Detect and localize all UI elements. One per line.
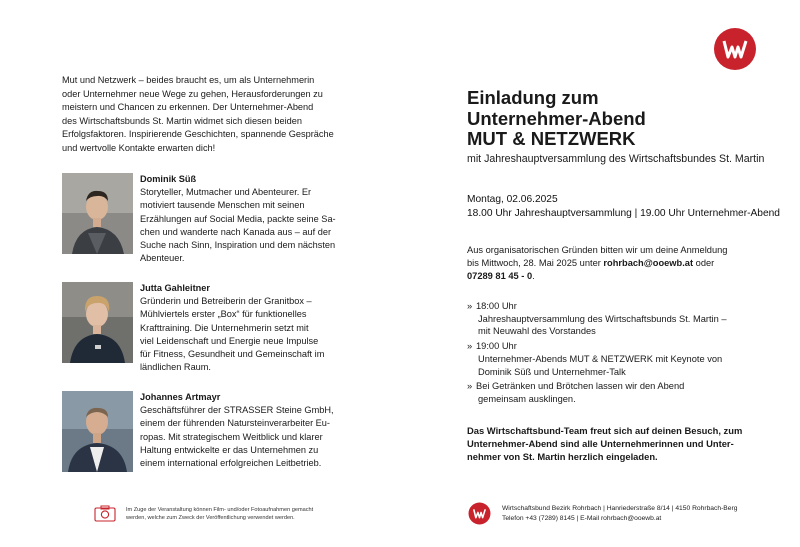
speaker-text-jutta xyxy=(140,282,355,374)
speaker-photo-johannes xyxy=(62,391,133,472)
date: Montag, 02.06.2025 xyxy=(467,194,558,205)
footer-address: Wirtschaftsbund Bezirk Rohrbach | Hanriederstraße 8/14 | 4150 Rohrbach-Berg Telefon +43 (7289) 8145 | E-Mail rohrbach@ooewb.at xyxy=(502,505,738,522)
speaker-bio: Gründerin und Betreiberin der Granitbox – Mühlviertels erster „Box“ für funktionelles Krafttraining. Die Unternehmerin setzt mit viel Leidenschaft und Energie neue Impulse für Fitness, Gesundheit und Gemeinschaft im ländlichen Raum. xyxy=(140,296,325,373)
intro-text: Mut und Netzwerk – beides braucht es, um als Unternehmerin oder Unternehmer neue Wege zu gehen, Herausforderungen zu meistern und Chancen zu erkennen. Der Unternehmer-Abend des Wirtschaftsbunds St. Martin widmet sich diesen beiden Erfolgsfaktoren. Inspirierende Geschichten, spannende Gespräche und wertvolle Kontakte erwarten dich! xyxy=(62,75,334,153)
bullet-icon: » xyxy=(467,381,473,392)
speaker-bio: Storyteller, Mutmacher und Abenteurer. Er motiviert tausende Menschen mit seinen Erzählungen auf Social Media, packte seine Sa- chen und wanderte nach Kanada aus – auf der Suche nach Sinn, Inspiration und dem nächsten Abenteuer. xyxy=(140,187,336,264)
camera-icon xyxy=(94,505,116,522)
registration-info: Aus organisatorischen Gründen bitten wir um deine Anmeldung bis Mittwoch, 28. Mai 2025 unter rohrbach@ooewb.at oder 07289 81 45 - 0. xyxy=(467,245,728,281)
event-date xyxy=(467,193,780,221)
list-item: » 18:00 Uhr Jahreshauptversammlung des Wirtschaftsbunds St. Martin – mit Neuwahl des Vorstandes xyxy=(467,301,727,337)
wirtschaftsbund-logo xyxy=(713,27,757,71)
phone-link[interactable]: 07289 81 45 - 0 xyxy=(467,271,533,281)
speaker-bio: Geschäftsführer der STRASSER Steine GmbH, einem der führenden Natursteinverarbeiter Eu- ropas. Mit strategischem Weitblick und klarer Haltung entwickelte er das Unternehmen zu einem international erfolgreichen Leitbetrieb. xyxy=(140,405,334,469)
list-item: » 19:00 Uhr Unternehmer-Abends MUT & NETZWERK mit Keynote von Dominik Süß und Unternehmer-Talk xyxy=(467,341,723,377)
program-list xyxy=(467,300,787,408)
email-link[interactable]: rohrbach@ooewb.at xyxy=(603,258,694,268)
closing-text: Das Wirtschaftsbund-Team freut sich auf deinen Besuch, zum Unternehmer-Abend sind alle Unternehmerinnen und Unter- nehmer von St. Martin herzlich eingeladen. xyxy=(467,425,743,462)
speaker-photo-dominik xyxy=(62,173,133,254)
footnote: Im Zuge der Veranstaltung können Film- und/oder Fotoaufnahmen gemacht werden, welche zum Zweck der Veröffentlichung verwendet werden. xyxy=(126,507,314,522)
speaker-text-dominik xyxy=(140,173,355,265)
speaker-name: Johannes Artmayr xyxy=(140,392,221,402)
bullet-icon: » xyxy=(467,341,473,352)
speaker-name: Jutta Gahleitner xyxy=(140,283,210,293)
subtitle: mit Jahreshauptversammlung des Wirtschaftsbundes St. Martin xyxy=(467,153,765,165)
list-item: » Bei Getränken und Brötchen lassen wir den Abend gemeinsam ausklingen. xyxy=(467,381,685,404)
wirtschaftsbund-logo-small xyxy=(468,502,491,525)
speaker-text-johannes xyxy=(140,391,355,470)
speaker-name: Dominik Süß xyxy=(140,174,197,184)
times: 18.00 Uhr Jahreshauptversammlung | 19.00 Uhr Unternehmer-Abend xyxy=(467,207,780,219)
page-title: Einladung zum Unternehmer-Abend MUT & NETZWERK xyxy=(467,87,646,149)
speaker-photo-jutta xyxy=(62,282,133,363)
bullet-icon: » xyxy=(467,301,473,311)
